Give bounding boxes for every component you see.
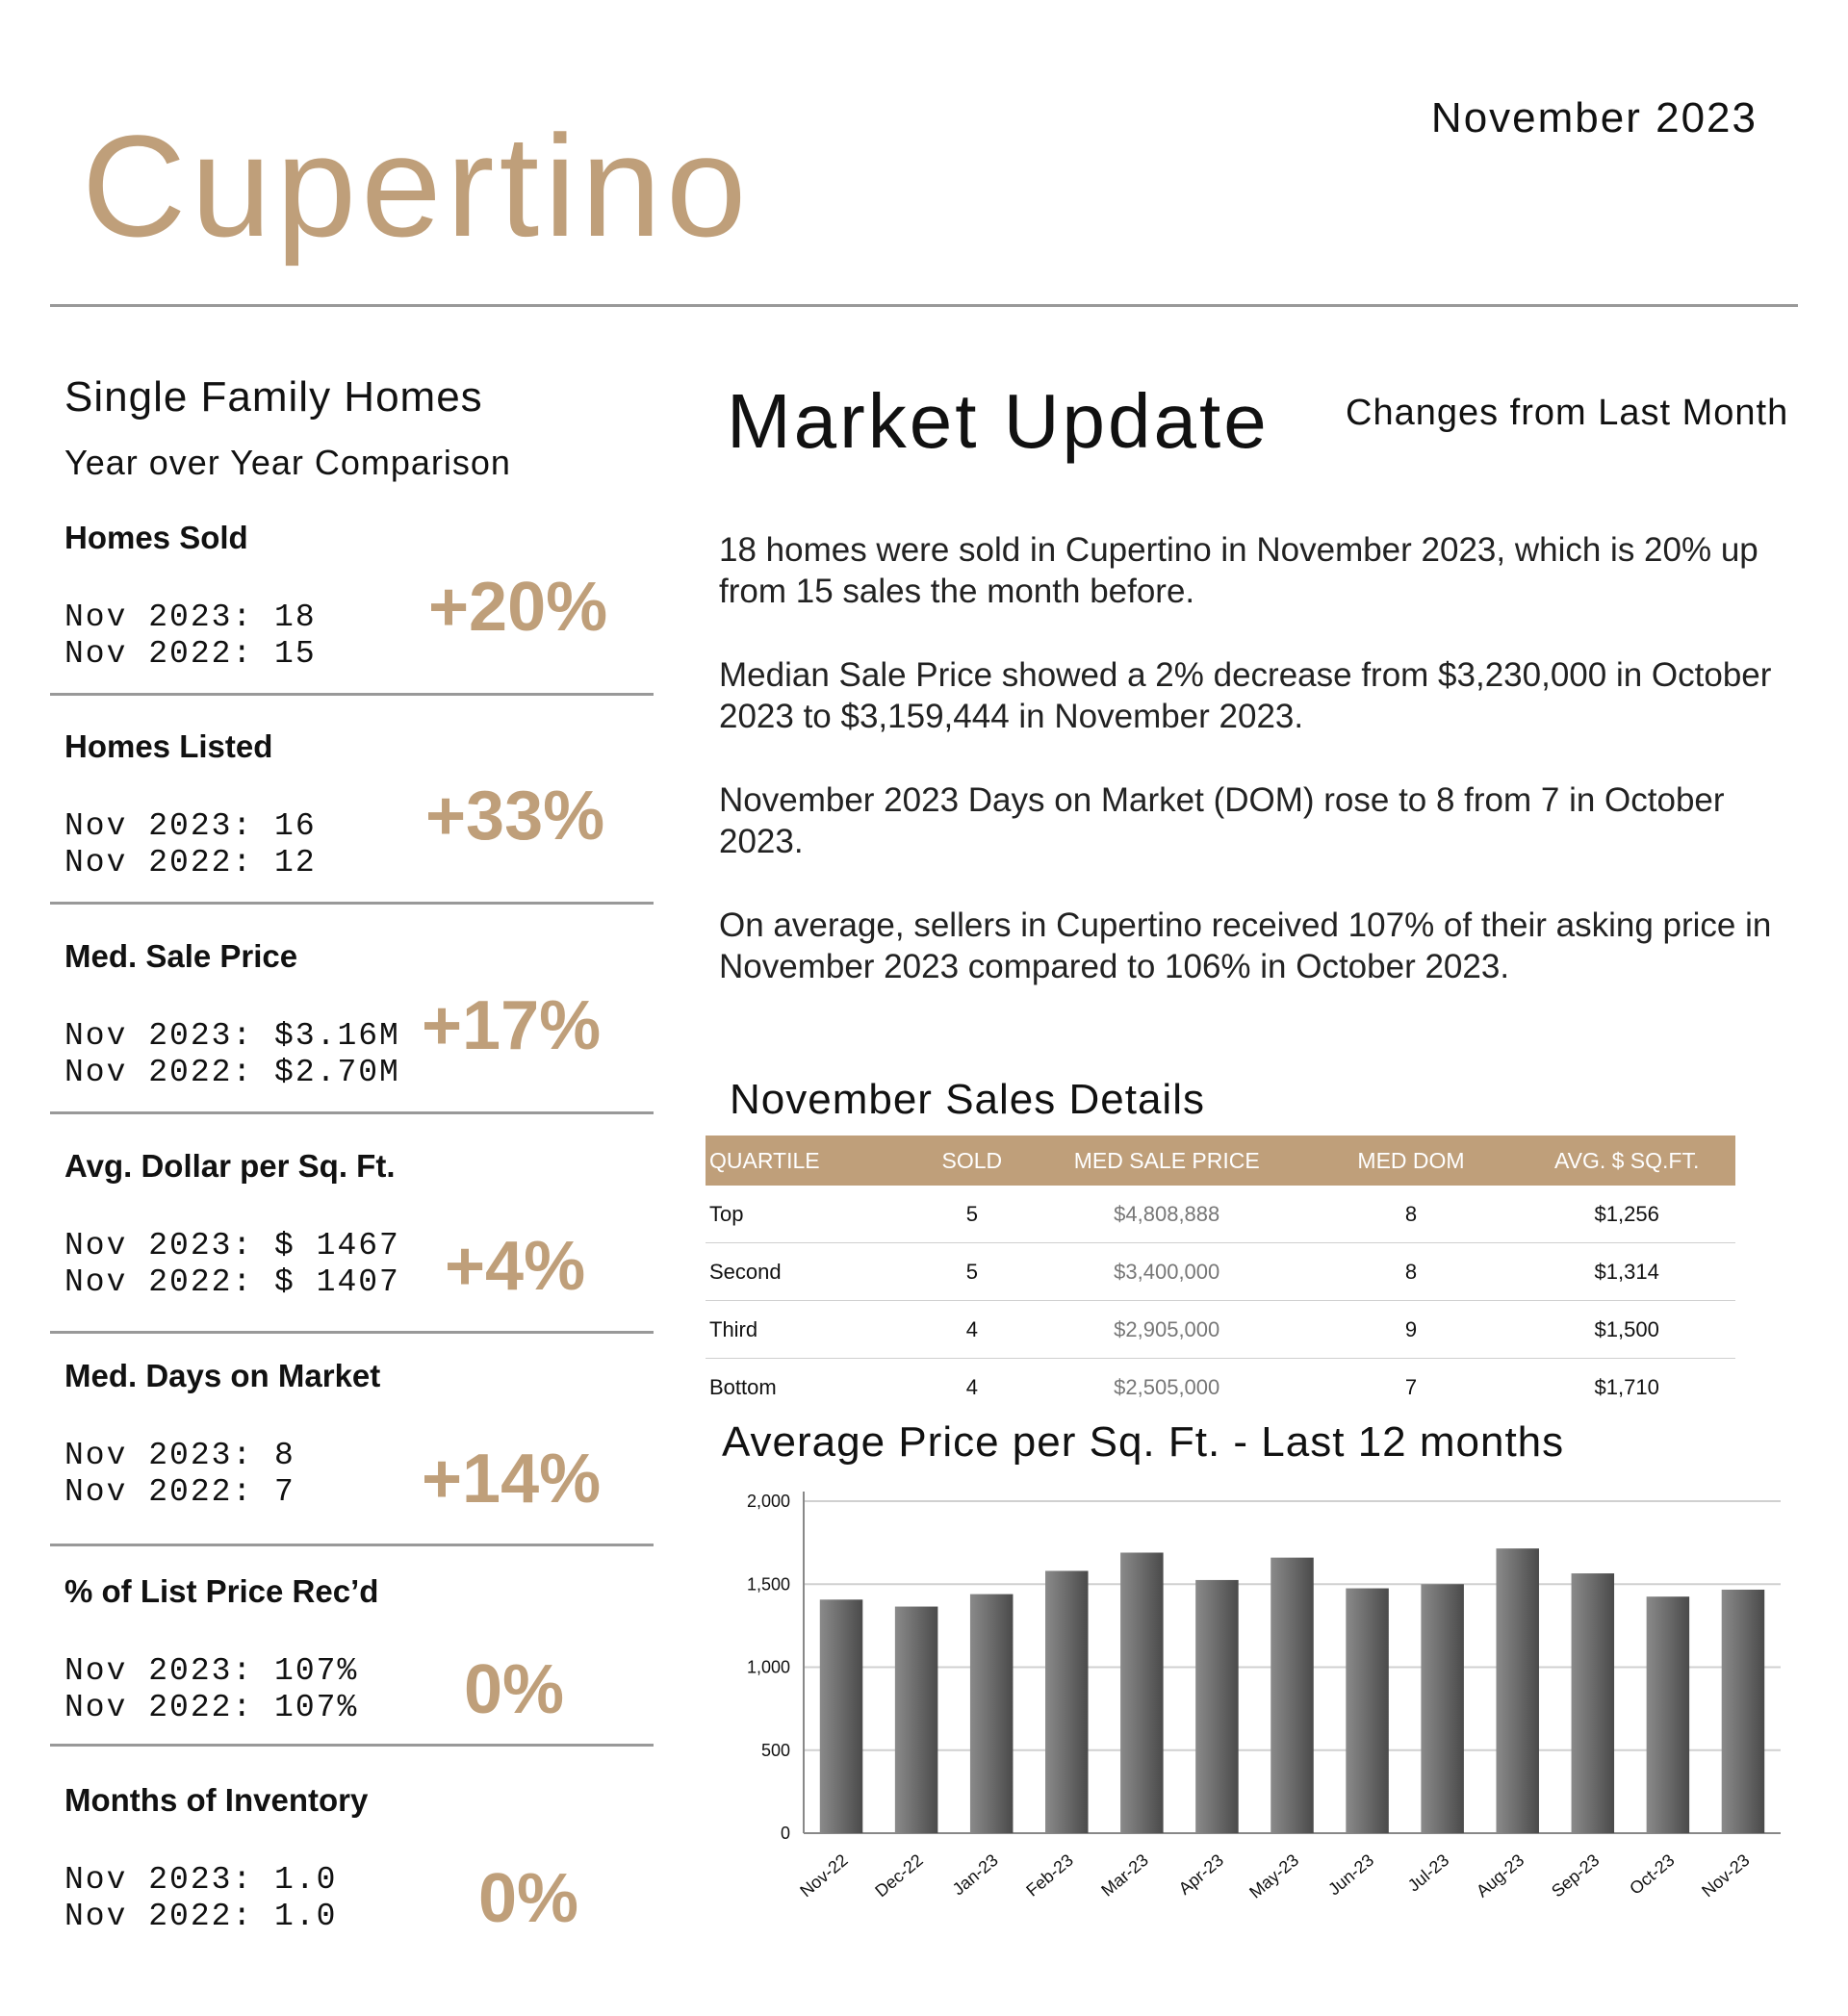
bar	[1270, 1558, 1314, 1833]
metric-change: +20%	[428, 569, 608, 646]
y-tick-label: 500	[760, 1740, 790, 1760]
metric-label: Months of Inventory	[64, 1782, 369, 1818]
metric-divider	[50, 1744, 654, 1747]
metric-previous: Nov 2022: 12	[64, 845, 317, 880]
table-row	[706, 1359, 1735, 1416]
x-tick-label: Feb-23	[1022, 1850, 1077, 1901]
chart-title: Average Price per Sq. Ft. - Last 12 months	[722, 1418, 1565, 1466]
y-tick-label: 2,000	[746, 1492, 790, 1511]
left-section-title: Single Family Homes	[64, 373, 483, 421]
summary-paragraph: Median Sale Price showed a 2% decrease from $3,230,000 in October 2023 to $3,159,444 in November 2023.	[719, 656, 1772, 735]
column-header: MED SALE PRICE	[1030, 1136, 1304, 1186]
table-cell: $4,808,888	[1030, 1186, 1304, 1243]
table-cell: 5	[914, 1186, 1030, 1243]
table-cell: $1,256	[1518, 1186, 1735, 1243]
metric-change: 0%	[478, 1860, 579, 1937]
column-header: SOLD	[914, 1136, 1030, 1186]
metric-label: Homes Sold	[64, 520, 248, 555]
metric-previous: Nov 2022: $2.70M	[64, 1055, 400, 1090]
table-cell: 7	[1404, 1374, 1418, 1399]
x-tick-label: Jul-23	[1403, 1850, 1453, 1896]
table-cell: 4	[914, 1301, 1030, 1359]
x-tick-label: Aug-23	[1472, 1850, 1528, 1901]
table-cell: Third	[706, 1301, 914, 1359]
column-header: AVG. $ SQ.FT.	[1518, 1136, 1735, 1186]
y-tick-label: 0	[780, 1824, 790, 1843]
metric-change: +4%	[445, 1228, 586, 1305]
table-cell: 4	[965, 1374, 978, 1399]
metric-change: +33%	[425, 778, 605, 855]
bar	[1045, 1570, 1089, 1833]
table-cell: $2,505,000	[1114, 1374, 1220, 1399]
table-cell: 8	[1304, 1186, 1519, 1243]
bar	[1346, 1589, 1389, 1833]
metric-previous: Nov 2022: 7	[64, 1474, 295, 1510]
column-header: MED DOM	[1304, 1136, 1519, 1186]
metric-divider	[50, 902, 654, 905]
metric-previous: Nov 2022: 15	[64, 636, 317, 672]
sales-details-title: November Sales Details	[730, 1076, 1205, 1123]
table-cell: $1,710	[1594, 1374, 1659, 1399]
summary-paragraph: On average, sellers in Cupertino received 107% of their asking price in November 2023 compared to 106% in October 2023.	[719, 906, 1772, 985]
table-cell: 8	[1304, 1243, 1519, 1301]
metric-current: Nov 2023: 1.0	[64, 1862, 338, 1898]
metric-change: +17%	[422, 987, 602, 1064]
left-section-subtitle: Year over Year Comparison	[64, 443, 511, 482]
bar	[820, 1599, 863, 1833]
x-tick-label: Oct-23	[1626, 1850, 1679, 1899]
bar	[1120, 1552, 1164, 1833]
bar	[1496, 1548, 1539, 1833]
metric-previous: Nov 2022: $ 1407	[64, 1264, 400, 1300]
table-row	[706, 1243, 1735, 1301]
x-tick-label: Jun-23	[1324, 1850, 1378, 1900]
metric-current: Nov 2023: $3.16M	[64, 1018, 400, 1054]
table-cell: 5	[914, 1243, 1030, 1301]
table-cell: $1,314	[1518, 1243, 1735, 1301]
table-row	[706, 1301, 1735, 1359]
price-per-sqft-chart	[712, 1472, 1800, 1925]
table-cell: Second	[706, 1243, 914, 1301]
metric-label: Med. Days on Market	[64, 1358, 381, 1393]
metric-divider	[50, 1544, 654, 1546]
x-tick-label: Mar-23	[1097, 1850, 1152, 1901]
metric-current: Nov 2023: $ 1467	[64, 1228, 400, 1263]
bar	[1572, 1573, 1615, 1833]
table-cell: $3,400,000	[1030, 1243, 1304, 1301]
table-cell: Bottom	[709, 1374, 777, 1399]
metric-current: Nov 2023: 8	[64, 1438, 295, 1473]
metric-change: 0%	[464, 1651, 565, 1728]
table-cell: $2,905,000	[1030, 1301, 1304, 1359]
metric-current: Nov 2023: 16	[64, 808, 317, 844]
metric-label: Avg. Dollar per Sq. Ft.	[64, 1148, 396, 1184]
x-tick-label: Dec-22	[871, 1850, 927, 1901]
bar	[970, 1595, 1014, 1833]
bar	[1195, 1580, 1239, 1833]
x-tick-label: Nov-22	[796, 1850, 852, 1901]
table-row	[706, 1186, 1735, 1243]
column-header: QUARTILE	[706, 1136, 914, 1186]
metric-current: Nov 2023: 107%	[64, 1653, 359, 1689]
x-tick-label: Nov-23	[1698, 1850, 1754, 1901]
bar	[1647, 1596, 1690, 1833]
changes-label: Changes from Last Month	[1346, 393, 1789, 433]
metric-divider	[50, 1331, 654, 1334]
table-cell: Top	[706, 1186, 914, 1243]
y-tick-label: 1,000	[746, 1657, 790, 1677]
x-tick-label: May-23	[1245, 1850, 1303, 1902]
metric-divider	[50, 693, 654, 696]
header-divider	[50, 304, 1798, 307]
metric-change: +14%	[422, 1441, 602, 1518]
bar	[1421, 1584, 1464, 1833]
city-title: Cupertino	[82, 105, 752, 267]
x-tick-label: Apr-23	[1174, 1850, 1227, 1899]
report-date: November 2023	[1430, 94, 1758, 141]
table-cell: $1,500	[1518, 1301, 1735, 1359]
metric-previous: Nov 2022: 107%	[64, 1690, 359, 1725]
metric-current: Nov 2023: 18	[64, 600, 317, 635]
metric-divider	[50, 1111, 654, 1114]
metric-label: Med. Sale Price	[64, 938, 298, 974]
bar	[1722, 1590, 1765, 1833]
table-header-row	[706, 1136, 1735, 1186]
metric-label: % of List Price Rec’d	[64, 1573, 379, 1609]
summary-paragraph: November 2023 Days on Market (DOM) rose to 8 from 7 in October 2023.	[719, 781, 1725, 860]
market-update-title: Market Update	[727, 378, 1270, 464]
metric-previous: Nov 2022: 1.0	[64, 1899, 338, 1934]
x-tick-label: Sep-23	[1548, 1850, 1604, 1901]
sales-details-table	[706, 1136, 1735, 1416]
x-tick-label: Jan-23	[948, 1850, 1002, 1900]
metric-label: Homes Listed	[64, 728, 273, 764]
bar	[895, 1607, 938, 1833]
y-tick-label: 1,500	[746, 1574, 790, 1595]
table-cell: 9	[1304, 1301, 1519, 1359]
summary-paragraph: 18 homes were sold in Cupertino in November 2023, which is 20% up from 15 sales the month before.	[719, 531, 1758, 610]
